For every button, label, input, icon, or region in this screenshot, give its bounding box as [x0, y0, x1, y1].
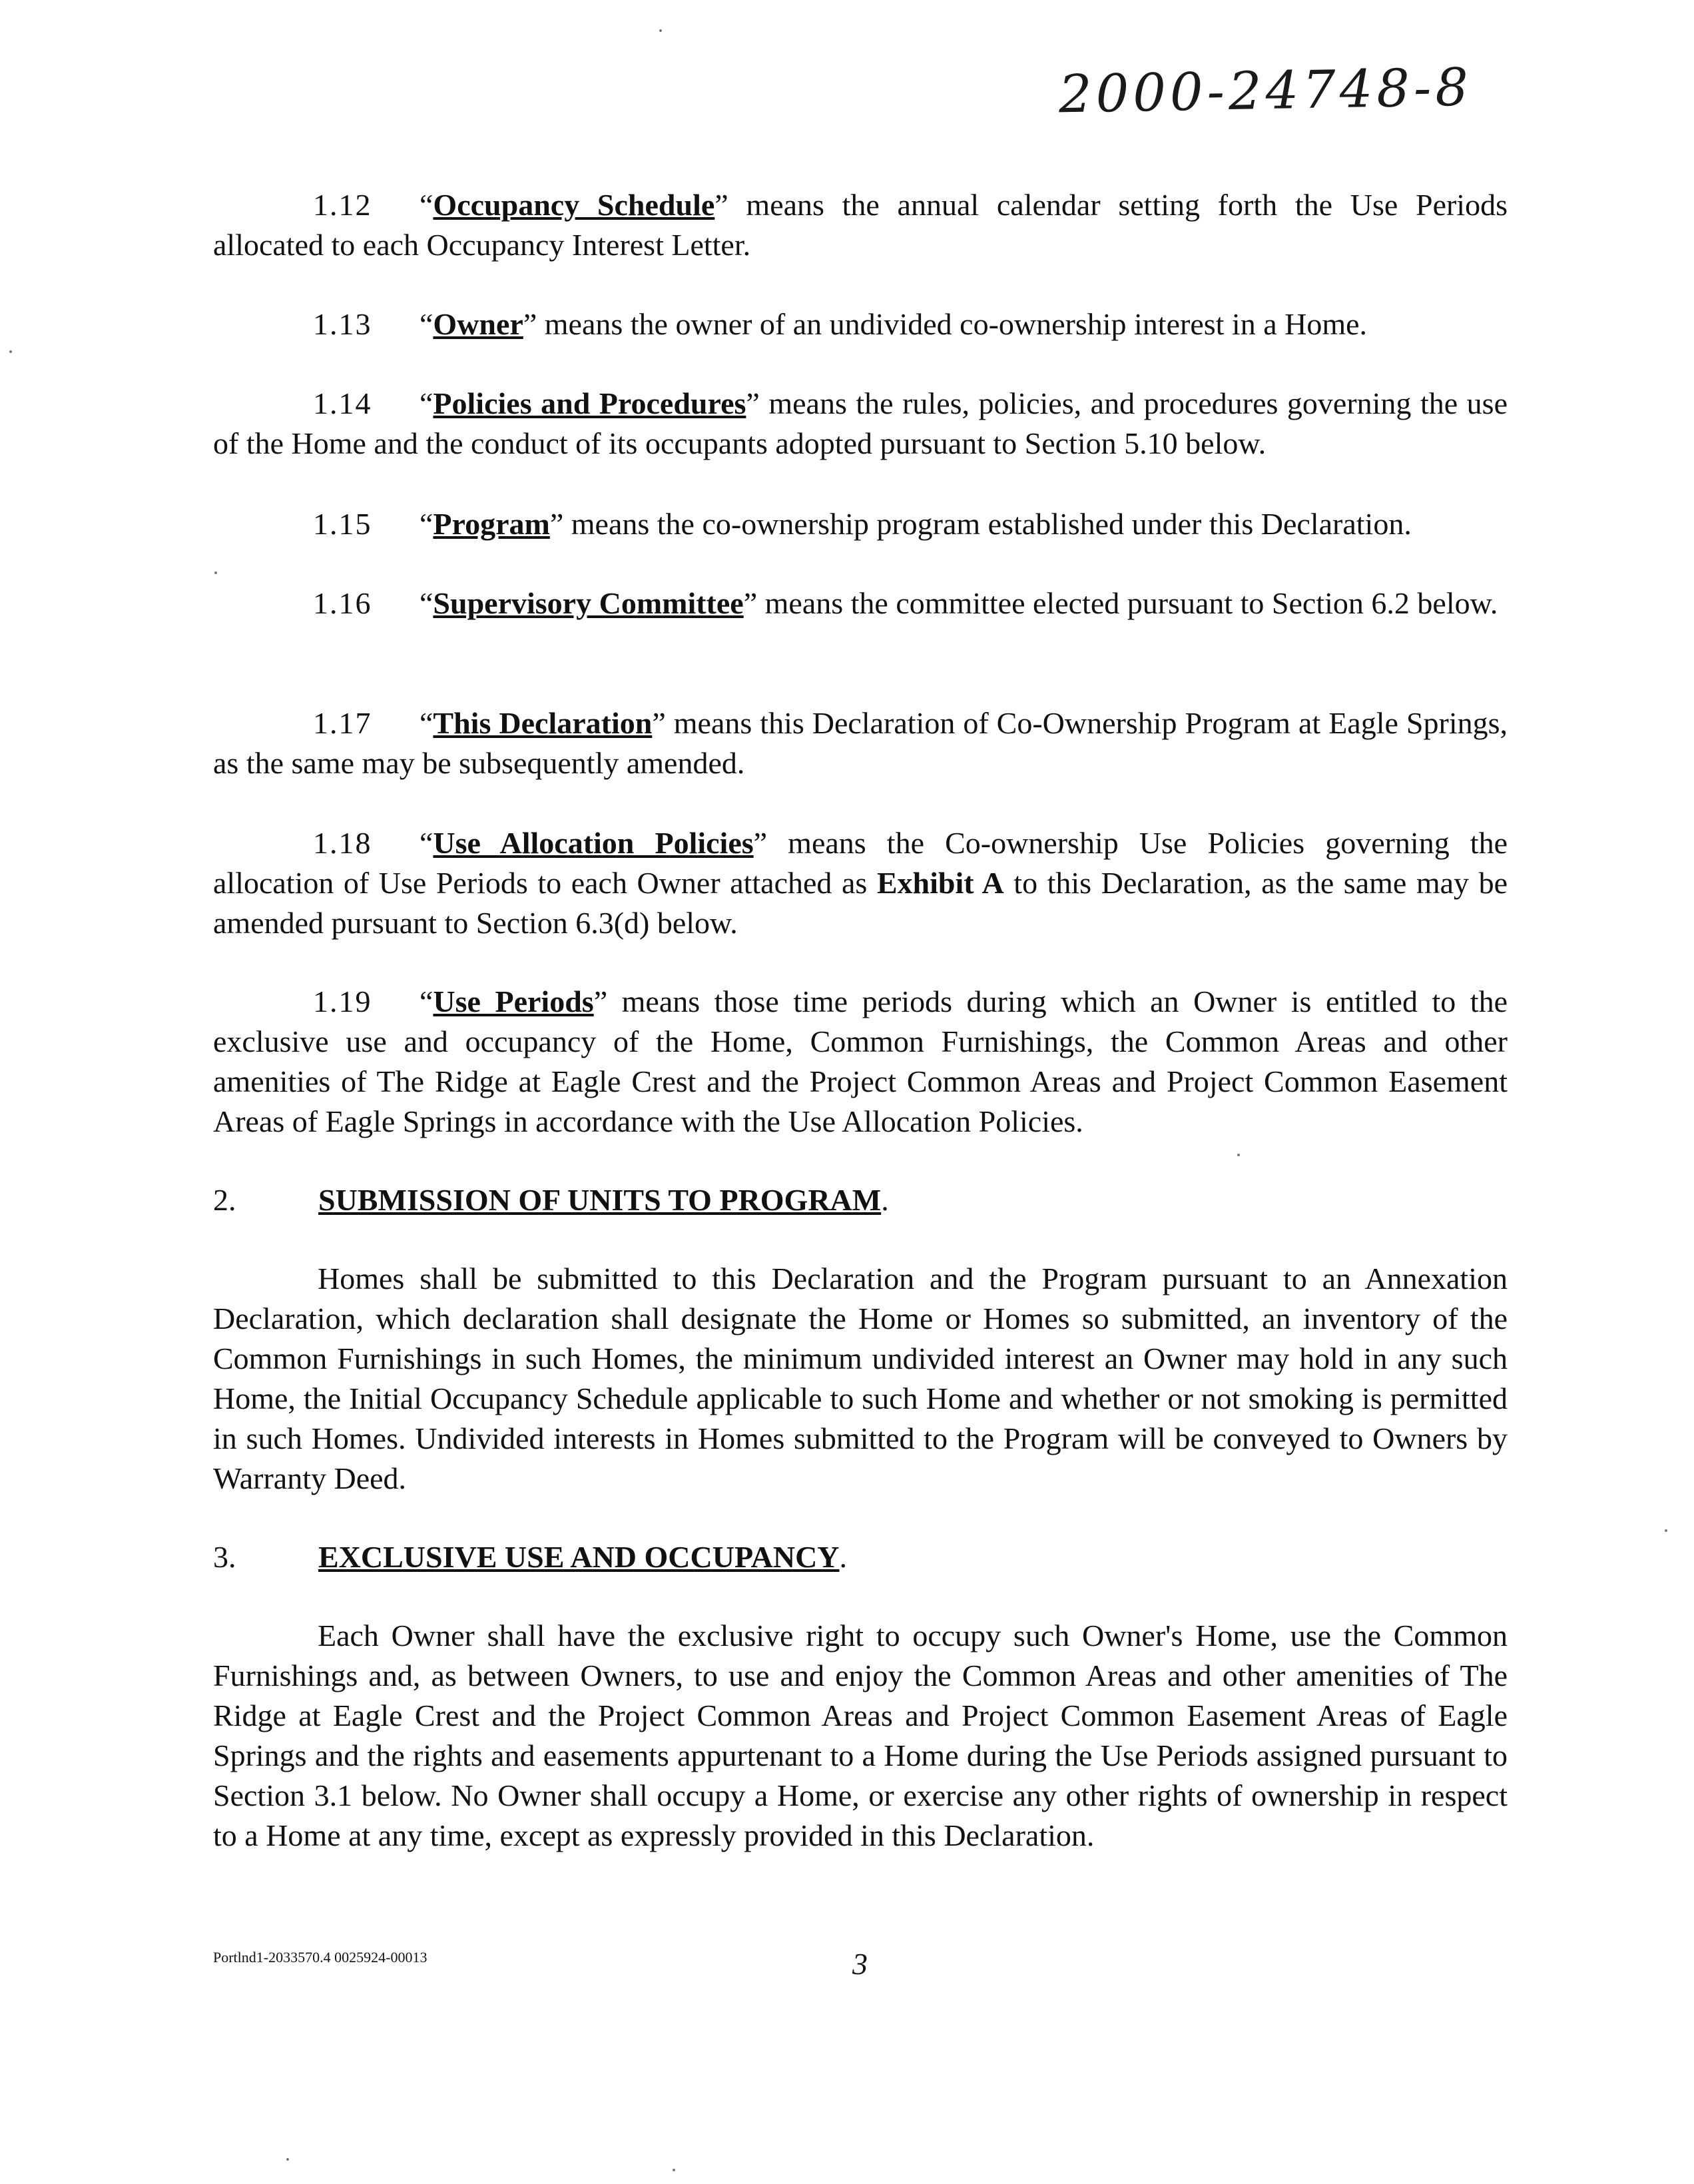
section-title: EXCLUSIVE USE AND OCCUPANCY — [318, 1540, 840, 1574]
definition-number: 1.18 — [313, 826, 372, 860]
scan-speck — [1665, 1529, 1667, 1532]
definition-1-16: 1.16 “Supervisory Committee” means the committee elected pursuant to Section 6.2 below. — [213, 583, 1508, 623]
handwritten-document-number: 2000-24748-8 — [1058, 57, 1473, 125]
exhibit-reference: Exhibit A — [876, 866, 1004, 900]
scan-speck — [214, 571, 217, 574]
definition-1-19: 1.19 “Use Periods” means those time periods during which an Owner is entitled to the exclusive use and occupancy of the Home, Common Furnishings, the Common Areas and other amenities of The Ridge at Eagle Crest and the Project Common Areas and Project Common Easement Areas of Eagle Springs in accordance with the Use Allocation Policies. — [213, 982, 1508, 1142]
definition-term: Occupancy Schedule — [433, 188, 715, 222]
definition-1-14: 1.14 “Policies and Procedures” means the rules, policies, and procedures governing the use of the Home and the conduct of its occupants adopted pursuant to Section 5.10 below. — [213, 384, 1508, 464]
definition-text: means those time periods during which an Owner is entitled to the exclusive use and occupancy of the Home, Common Furnishings, the Common Areas and other amenities of The Ridge at Eagle Crest and the Project Common Areas and Project Common Easement Areas of Eagle Springs in accordance with the Use Allocation Policies. — [213, 984, 1508, 1138]
definition-number: 1.16 — [313, 586, 372, 620]
definition-text: means the co-ownership program established under this Declaration. — [563, 507, 1412, 541]
scan-speck — [673, 2169, 675, 2171]
section-title: SUBMISSION OF UNITS TO PROGRAM — [318, 1183, 882, 1217]
page-number: 3 — [852, 1947, 868, 1981]
definition-term: Use Allocation Policies — [433, 826, 754, 860]
definition-text-continued: to this Declaration, as the same may be amended pursuant to Section 6.3(d) below. — [213, 866, 1508, 940]
definition-number: 1.17 — [313, 706, 372, 740]
definition-term: Use Periods — [433, 984, 594, 1018]
definition-1-13: 1.13 “Owner” means the owner of an undivided co-ownership interest in a Home. — [213, 304, 1508, 344]
definition-1-12: 1.12 “Occupancy Schedule” means the annual calendar setting forth the Use Periods allocated to each Occupancy Interest Letter. — [213, 185, 1508, 265]
scan-speck — [286, 2158, 289, 2161]
definition-term: This Declaration — [433, 706, 653, 740]
definition-number: 1.14 — [313, 386, 372, 420]
definition-1-18: 1.18 “Use Allocation Policies” means the Co-ownership Use Policies governing the allocation of Use Periods to each Owner attached as Exhibit A to this Declaration, as the same may be amended pursuant to Section 6.3(d) below. — [213, 823, 1508, 943]
section-3-heading: 3. EXCLUSIVE USE AND OCCUPANCY. — [213, 1537, 847, 1577]
footer-document-id: Portlnd1-2033570.4 0025924-00013 — [213, 1949, 427, 1966]
definition-number: 1.19 — [313, 984, 372, 1018]
scan-speck — [659, 29, 662, 32]
definition-text: means the owner of an undivided co-ownership interest in a Home. — [537, 307, 1368, 341]
definition-number: 1.15 — [313, 507, 372, 541]
section-number: 3. — [213, 1540, 236, 1574]
section-number: 2. — [213, 1183, 236, 1217]
definition-text: means the Co-ownership Use Policies governing the allocation of Use Periods to each Owner attached as — [213, 826, 1508, 900]
definition-text: means the annual calendar setting forth the Use Periods allocated to each Occupancy Interest Letter. — [213, 188, 1508, 262]
definition-number: 1.12 — [313, 188, 372, 222]
definition-term: Policies and Procedures — [433, 386, 746, 420]
definition-1-17: 1.17 “This Declaration” means this Declaration of Co-Ownership Program at Eagle Springs, as the same may be subsequently amended. — [213, 703, 1508, 783]
definition-text: means the rules, policies, and procedures governing the use of the Home and the conduct of its occupants adopted pursuant to Section 5.10 below. — [213, 386, 1508, 460]
definition-term: Supervisory Committee — [433, 586, 744, 620]
definition-text: means this Declaration of Co-Ownership Program at Eagle Springs, as the same may be subsequently amended. — [213, 706, 1508, 780]
definition-number: 1.13 — [313, 307, 372, 341]
section-2-heading: 2. SUBMISSION OF UNITS TO PROGRAM. — [213, 1180, 889, 1220]
scan-speck — [1237, 1154, 1240, 1156]
section-3-body: Each Owner shall have the exclusive right to occupy such Owner's Home, use the Common Furnishings and, as between Owners, to use and enjoy the Common Areas and other amenities of The Ridge at Eagle Crest and the Project Common Areas and Project Common Easement Areas of Eagle Springs and the rights and easements appurtenant to a Home during the Use Periods assigned pursuant to Section 3.1 below. No Owner shall occupy a Home, or exercise any other rights of ownership in respect to a Home at any time, except as expressly provided in this Declaration. — [213, 1619, 1508, 1852]
definition-term: Owner — [433, 307, 523, 341]
section-2-body: Homes shall be submitted to this Declaration and the Program pursuant to an Annexation Declaration, which declaration shall designate the Home or Homes so submitted, an inventory of the Common Furnishings in such Homes, the minimum undivided interest an Owner may hold in any such Home, the Initial Occupancy Schedule applicable to such Home and whether or not smoking is permitted in such Homes. Undivided interests in Homes submitted to the Program will be conveyed to Owners by Warranty Deed. — [213, 1262, 1508, 1495]
definition-term: Program — [433, 507, 550, 541]
scan-speck — [9, 350, 12, 353]
definition-text: means the committee elected pursuant to Section 6.2 below. — [757, 586, 1498, 620]
definition-1-15: 1.15 “Program” means the co-ownership program established under this Declaration. — [213, 504, 1508, 544]
